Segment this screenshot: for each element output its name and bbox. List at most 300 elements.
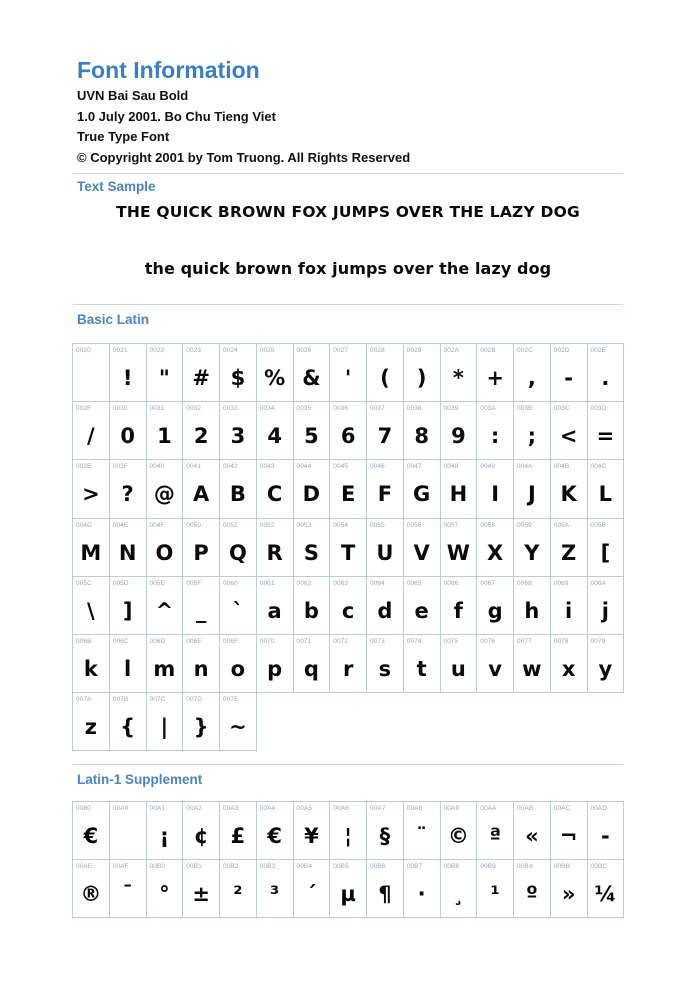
codepoint-label: 0056 <box>406 521 422 529</box>
glyph-char: H <box>449 482 468 507</box>
codepoint-label: 0020 <box>76 347 91 354</box>
codepoint-label: 0055 <box>370 521 385 529</box>
codepoint-label: 007C <box>149 696 166 704</box>
glyph-cell <box>514 635 551 693</box>
glyph-char: @ <box>153 482 175 507</box>
glyph-char: 8 <box>414 424 429 449</box>
glyph-cell <box>477 460 514 518</box>
codepoint-label: 00A7 <box>370 805 386 812</box>
glyph-cell <box>257 344 294 402</box>
codepoint-label: 006B <box>76 637 92 645</box>
glyph-char: q <box>303 656 319 681</box>
glyph-cell <box>477 344 514 402</box>
glyph-char: Z <box>561 540 577 565</box>
glyph-cell <box>551 635 588 693</box>
glyph-char: ¹ <box>490 882 500 907</box>
glyph-char: ³ <box>270 882 280 907</box>
codepoint-label: 00BC <box>590 863 608 871</box>
codepoint-label: 0048 <box>443 463 459 471</box>
sample-lowercase: the quick brown fox jumps over the lazy dog <box>144 259 552 278</box>
glyph-char: X <box>487 540 504 565</box>
glyph-cell <box>257 460 294 518</box>
glyph-cell <box>183 860 220 918</box>
codepoint-label: 00AD <box>590 805 608 812</box>
glyph-char: . <box>601 366 610 390</box>
glyph-cell <box>441 860 478 918</box>
glyph-cell <box>183 519 220 577</box>
glyph-cell <box>330 635 367 693</box>
glyph-char: ´ <box>306 882 317 907</box>
glyph-char: _ <box>195 598 207 623</box>
codepoint-label: 0047 <box>406 463 422 471</box>
codepoint-label: 00A8 <box>406 805 423 812</box>
glyph-char: o <box>230 656 246 681</box>
glyph-cell <box>477 802 514 860</box>
glyph-cell <box>330 860 367 918</box>
glyph-char: Q <box>228 540 247 565</box>
glyph-cell <box>367 802 404 860</box>
glyph-cell <box>110 635 147 693</box>
glyph-char: { <box>120 715 136 740</box>
glyph-char: ¦ <box>344 824 352 848</box>
codepoint-label: 002F <box>76 405 92 413</box>
glyph-char: * <box>452 366 464 390</box>
glyph-char: $ <box>230 366 246 390</box>
glyph-char: O <box>155 540 174 565</box>
glyph-cell <box>514 860 551 918</box>
codepoint-label: 006D <box>149 637 166 645</box>
glyph-char: - <box>564 366 573 390</box>
codepoint-label: 0036 <box>333 405 349 413</box>
glyph-cell <box>367 635 404 693</box>
codepoint-label: 004E <box>112 521 129 529</box>
glyph-cell <box>183 577 220 635</box>
glyph-char: l <box>124 656 132 681</box>
glyph-cell <box>183 460 220 518</box>
glyph-cell <box>404 519 441 577</box>
glyph-char: ª <box>489 824 502 848</box>
glyph-cell <box>183 693 220 751</box>
glyph-cell <box>588 635 625 693</box>
glyph-cell <box>477 577 514 635</box>
glyph-cell <box>367 577 404 635</box>
glyph-cell <box>551 860 588 918</box>
glyph-char: z <box>84 715 97 740</box>
page-title: Font Information <box>77 57 260 83</box>
glyph-cell <box>404 635 441 693</box>
codepoint-label: 0033 <box>223 405 238 413</box>
glyph-cell <box>441 460 478 518</box>
font-type: True Type Font <box>77 129 170 144</box>
glyph-cell <box>477 860 514 918</box>
glyph-cell <box>147 860 184 918</box>
codepoint-label: 00B6 <box>370 863 386 871</box>
glyph-char: a <box>267 598 282 623</box>
glyph-char: ! <box>122 366 133 390</box>
codepoint-label: 0051 <box>223 521 238 529</box>
sample-uppercase: THE QUICK BROWN FOX JUMPS OVER THE LAZY DOG <box>116 203 580 221</box>
glyph-cell <box>367 460 404 518</box>
codepoint-label: 0060 <box>223 579 238 587</box>
codepoint-label: 006E <box>186 637 202 645</box>
glyph-char: ¢ <box>193 824 209 848</box>
codepoint-label: 00B1 <box>186 863 202 871</box>
glyph-char: c <box>341 598 355 623</box>
glyph-cell <box>220 577 257 635</box>
glyph-cell <box>257 577 294 635</box>
glyph-cell <box>551 802 588 860</box>
glyph-cell <box>551 577 588 635</box>
glyph-cell <box>220 635 257 693</box>
glyph-cell <box>588 802 625 860</box>
glyph-cell <box>110 460 147 518</box>
glyph-cell <box>73 402 110 460</box>
glyph-cell <box>257 635 294 693</box>
glyph-cell <box>220 519 257 577</box>
basic-latin-grid <box>72 343 624 751</box>
glyph-cell <box>220 344 257 402</box>
glyph-cell <box>294 460 331 518</box>
glyph-char: F <box>377 482 393 507</box>
codepoint-label: 0027 <box>333 347 349 354</box>
glyph-char: ¬ <box>559 824 578 848</box>
codepoint-label: 0040 <box>149 463 165 471</box>
font-version: 1.0 July 2001. Bo Chu Tieng Viet <box>77 108 276 124</box>
glyph-cell <box>514 519 551 577</box>
glyph-cell <box>441 802 478 860</box>
codepoint-label: 005A <box>553 521 570 529</box>
glyph-char: ® <box>80 882 102 907</box>
codepoint-label: 0049 <box>480 463 496 471</box>
codepoint-label: 005C <box>76 579 92 587</box>
codepoint-label: 005D <box>112 579 129 587</box>
glyph-char: º <box>525 882 538 907</box>
glyph-char: C <box>266 482 283 507</box>
glyph-char: V <box>413 540 430 565</box>
glyph-char: } <box>193 715 209 740</box>
glyph-cell <box>477 519 514 577</box>
codepoint-label: 003A <box>480 405 496 413</box>
glyph-char: € <box>83 824 99 848</box>
codepoint-label: 00B2 <box>223 863 239 871</box>
glyph-char: y <box>598 656 613 681</box>
glyph-cell <box>294 577 331 635</box>
codepoint-label: 0023 <box>186 347 202 354</box>
glyph-char: ~ <box>229 715 247 740</box>
codepoint-label: 00A0 <box>112 805 129 812</box>
glyph-char: = <box>596 424 615 449</box>
codepoint-label: 0071 <box>296 637 312 645</box>
glyph-char: B <box>229 482 246 507</box>
glyph-cell <box>330 577 367 635</box>
glyph-char: i <box>565 598 573 623</box>
text-sample-heading: Text Sample <box>77 179 156 194</box>
glyph-cell <box>514 344 551 402</box>
glyph-cell <box>73 693 110 751</box>
codepoint-label: 007D <box>186 696 203 704</box>
glyph-cell <box>220 802 257 860</box>
glyph-char: ) <box>416 366 427 390</box>
glyph-cell <box>110 860 147 918</box>
glyph-cell <box>220 860 257 918</box>
glyph-cell <box>551 519 588 577</box>
glyph-char: I <box>491 482 500 507</box>
glyph-cell <box>551 460 588 518</box>
glyph-cell <box>183 344 220 402</box>
codepoint-label: 00B0 <box>149 863 166 871</box>
section-divider <box>73 764 623 765</box>
codepoint-label: 003D <box>590 405 607 413</box>
codepoint-label: 005B <box>590 521 607 529</box>
glyph-cell <box>257 402 294 460</box>
glyph-char: n <box>193 656 209 681</box>
glyph-char: P <box>193 540 209 565</box>
codepoint-label: 0029 <box>406 347 422 354</box>
glyph-cell <box>441 519 478 577</box>
glyph-char: " <box>158 366 170 390</box>
codepoint-label: 004A <box>517 463 533 471</box>
codepoint-label: 0054 <box>333 521 349 529</box>
glyph-cell <box>330 802 367 860</box>
glyph-cell <box>147 635 184 693</box>
glyph-cell <box>404 577 441 635</box>
glyph-char: ² <box>233 882 243 907</box>
glyph-cell <box>147 344 184 402</box>
glyph-cell <box>404 860 441 918</box>
codepoint-label: 0038 <box>406 405 422 413</box>
codepoint-label: 00B7 <box>406 863 423 871</box>
glyph-char: ± <box>192 882 210 907</box>
codepoint-label: 0044 <box>296 463 312 471</box>
codepoint-label: 004D <box>76 521 92 529</box>
codepoint-label: 006A <box>590 579 607 587</box>
glyph-cell <box>73 577 110 635</box>
glyph-char: © <box>447 824 469 848</box>
glyph-char: / <box>87 424 95 449</box>
codepoint-label: 0037 <box>370 405 385 413</box>
glyph-char: 6 <box>340 424 356 449</box>
codepoint-label: 00AE <box>76 863 93 871</box>
glyph-cell <box>588 860 625 918</box>
glyph-char: D <box>302 482 321 507</box>
glyph-char: 7 <box>377 424 393 449</box>
codepoint-label: 0034 <box>259 405 275 413</box>
glyph-cell <box>551 402 588 460</box>
codepoint-label: 0042 <box>223 463 238 471</box>
codepoint-label: 00A4 <box>259 805 276 812</box>
section-divider <box>73 173 623 174</box>
glyph-cell <box>73 519 110 577</box>
glyph-cell <box>514 577 551 635</box>
glyph-char: A <box>192 482 210 507</box>
codepoint-label: 00A2 <box>186 805 202 812</box>
codepoint-label: 004F <box>149 521 165 529</box>
codepoint-label: 0064 <box>370 579 385 587</box>
codepoint-label: 0028 <box>370 347 385 354</box>
codepoint-label: 00AF <box>112 863 129 871</box>
glyph-cell <box>110 802 147 860</box>
glyph-char: S <box>303 540 319 565</box>
codepoint-label: 006C <box>112 637 129 645</box>
glyph-cell <box>257 519 294 577</box>
glyph-cell <box>588 519 625 577</box>
glyph-cell <box>220 460 257 518</box>
glyph-cell <box>147 519 184 577</box>
codepoint-label: 002E <box>590 347 607 354</box>
codepoint-label: 00B8 <box>443 863 460 871</box>
glyph-cell <box>147 577 184 635</box>
glyph-cell <box>294 402 331 460</box>
glyph-char: r <box>342 656 354 681</box>
codepoint-label: 0065 <box>406 579 422 587</box>
glyph-char: d <box>377 598 393 623</box>
glyph-char: T <box>340 540 356 565</box>
glyph-char: E <box>340 482 356 507</box>
glyph-char: & <box>302 366 321 390</box>
codepoint-label: 0069 <box>553 579 569 587</box>
glyph-cell <box>588 577 625 635</box>
glyph-char: ? <box>121 482 134 507</box>
glyph-cell <box>73 802 110 860</box>
glyph-char: G <box>413 482 431 507</box>
glyph-char: , <box>527 366 536 390</box>
codepoint-label: 00AA <box>480 805 497 812</box>
glyph-char: u <box>450 656 466 681</box>
codepoint-label: 002A <box>443 347 460 354</box>
font-name: UVN Bai Sau Bold <box>77 88 189 103</box>
glyph-char: 2 <box>193 424 209 449</box>
codepoint-label: 0057 <box>443 521 459 529</box>
glyph-cell <box>404 460 441 518</box>
codepoint-label: 0025 <box>259 347 275 354</box>
codepoint-label: 005F <box>186 579 202 587</box>
glyph-char: ¯ <box>122 882 133 907</box>
codepoint-label: 00B9 <box>480 863 496 871</box>
glyph-cell <box>147 460 184 518</box>
glyph-char: | <box>160 715 169 740</box>
glyph-cell <box>183 402 220 460</box>
glyph-char: µ <box>340 882 356 907</box>
glyph-cell <box>220 693 257 751</box>
glyph-char: 4 <box>267 424 282 449</box>
latin1-heading: Latin-1 Supplement <box>77 772 203 787</box>
glyph-char: k <box>83 656 98 681</box>
codepoint-label: 0045 <box>333 463 349 471</box>
glyph-cell <box>294 860 331 918</box>
glyph-char: h <box>524 598 540 623</box>
glyph-char: ¥ <box>304 824 319 848</box>
codepoint-label: 002D <box>553 347 570 354</box>
glyph-cell <box>330 519 367 577</box>
glyph-char: £ <box>230 824 246 848</box>
glyph-char: ; <box>527 424 537 449</box>
codepoint-label: 00BA <box>517 863 534 871</box>
glyph-char: b <box>303 598 319 623</box>
codepoint-label: 0067 <box>480 579 496 587</box>
glyph-cell <box>514 802 551 860</box>
glyph-char: § <box>379 824 391 848</box>
glyph-cell <box>110 402 147 460</box>
glyph-char: > <box>82 482 100 507</box>
codepoint-label: 00AC <box>553 805 571 812</box>
codepoint-label: 00A3 <box>223 805 239 812</box>
glyph-char: w <box>522 656 542 681</box>
glyph-char: g <box>487 598 503 623</box>
glyph-char: s <box>378 656 392 681</box>
glyph-char: ¸ <box>453 882 464 907</box>
glyph-char: 9 <box>451 424 466 449</box>
glyph-cell <box>147 802 184 860</box>
glyph-char: \ <box>87 598 95 623</box>
glyph-cell <box>588 402 625 460</box>
glyph-cell <box>73 860 110 918</box>
glyph-cell <box>110 344 147 402</box>
codepoint-label: 00BB <box>553 863 571 871</box>
codepoint-label: 0074 <box>406 637 422 645</box>
section-divider <box>73 304 623 305</box>
codepoint-label: 00B3 <box>259 863 276 871</box>
glyph-cell <box>147 693 184 751</box>
glyph-char: 0 <box>120 424 135 449</box>
glyph-cell <box>441 635 478 693</box>
codepoint-label: 0076 <box>480 637 496 645</box>
codepoint-label: 0077 <box>517 637 532 645</box>
glyph-char: ^ <box>155 598 174 623</box>
glyph-char: ¼ <box>594 882 617 907</box>
glyph-char: v <box>488 656 502 681</box>
codepoint-label: 0073 <box>370 637 385 645</box>
codepoint-label: 0021 <box>112 347 128 354</box>
glyph-cell <box>294 519 331 577</box>
latin1-grid <box>72 801 624 918</box>
codepoint-label: 0035 <box>296 405 312 413</box>
glyph-cell <box>330 460 367 518</box>
codepoint-label: 004B <box>553 463 570 471</box>
glyph-cell <box>73 460 110 518</box>
codepoint-label: 0070 <box>259 637 275 645</box>
codepoint-label: 0053 <box>296 521 312 529</box>
glyph-cell <box>404 402 441 460</box>
glyph-char: % <box>264 366 286 390</box>
codepoint-label: 0063 <box>333 579 349 587</box>
codepoint-label: 0052 <box>259 521 275 529</box>
codepoint-label: 0068 <box>517 579 532 587</box>
glyph-cell <box>147 402 184 460</box>
glyph-cell <box>551 344 588 402</box>
glyph-char: ] <box>122 598 133 623</box>
glyph-cell <box>477 635 514 693</box>
codepoint-label: 004C <box>590 463 607 471</box>
glyph-char: ` <box>232 598 244 623</box>
glyph-char: ° <box>159 882 170 907</box>
glyph-cell <box>367 402 404 460</box>
glyph-char: p <box>267 656 283 681</box>
glyph-char: € <box>267 824 282 848</box>
glyph-char: R <box>266 540 283 565</box>
glyph-cell <box>441 402 478 460</box>
codepoint-label: 007B <box>112 696 129 704</box>
glyph-char: j <box>601 598 609 623</box>
codepoint-label: 0046 <box>370 463 385 471</box>
glyph-cell <box>257 860 294 918</box>
codepoint-label: 002C <box>517 347 533 354</box>
glyph-cell <box>294 344 331 402</box>
glyph-cell <box>294 635 331 693</box>
codepoint-label: 0058 <box>480 521 496 529</box>
codepoint-label: 00B5 <box>333 863 349 871</box>
glyph-char: » <box>561 882 576 907</box>
codepoint-label: 00A9 <box>443 805 460 812</box>
